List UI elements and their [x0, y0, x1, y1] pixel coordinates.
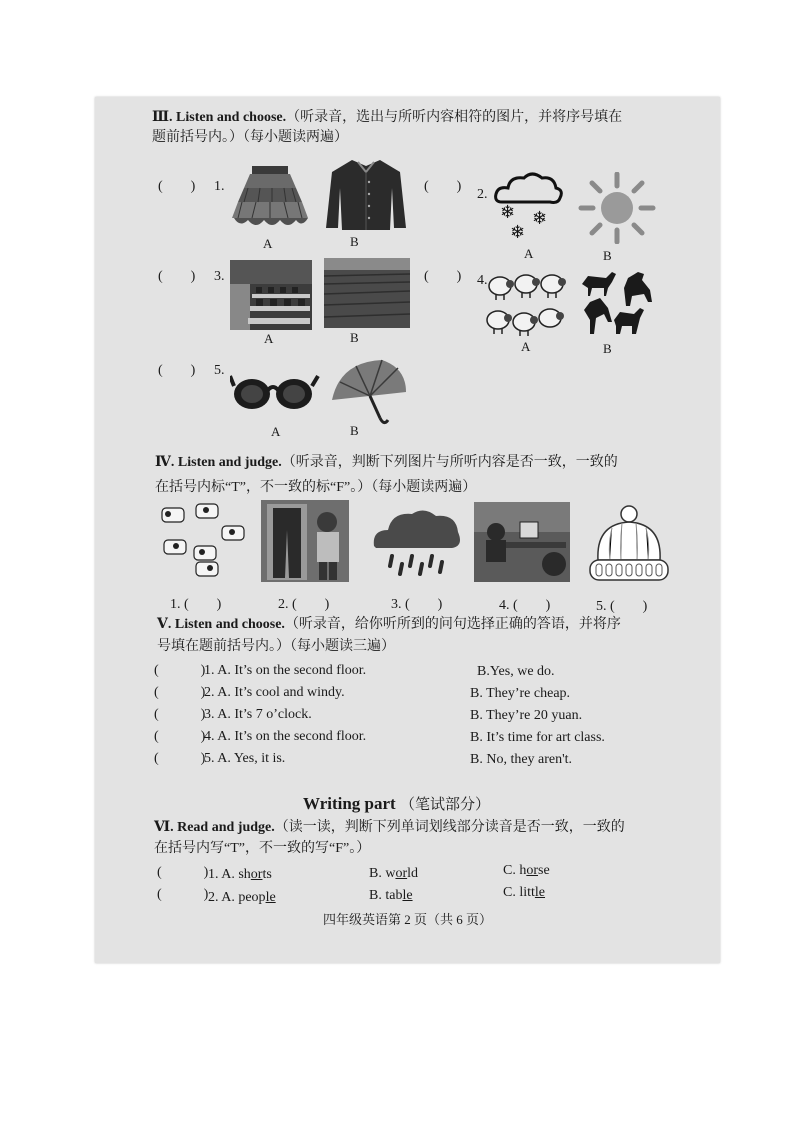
section3-instruction-2: 题前括号内。）（每小题读两遍）	[152, 130, 348, 145]
answer-paren[interactable]: ( )	[157, 887, 209, 902]
option-b-text: B.Yes, we do.	[477, 664, 555, 679]
option-b-text: B. They’re cheap.	[470, 686, 571, 701]
word-a: 2. A. people	[208, 890, 276, 905]
writing-part-title: Writing part	[303, 794, 396, 813]
cows-picture	[156, 500, 252, 580]
option-a-text: 4. A. It’s on the second floor.	[204, 729, 367, 744]
section6-instruction-1: （读一读，判断下列单词划线部分读音是否一致，一致的	[274, 820, 625, 835]
word-b: B. world	[369, 866, 419, 881]
snowy-cloud-picture	[492, 166, 564, 238]
answer-paren[interactable]: ( )	[154, 707, 206, 722]
answer-paren[interactable]: ( )	[158, 179, 196, 194]
section6-title: Ⅵ. Read and judge.	[154, 820, 275, 835]
option-a-label: A	[271, 424, 281, 439]
option-a-label: A	[263, 236, 273, 251]
option-b-label: B	[350, 330, 359, 345]
option-b-label: B	[350, 234, 359, 249]
option-a-label: A	[521, 339, 531, 354]
option-a-label: A	[264, 331, 274, 346]
rain-cloud-picture	[370, 506, 464, 580]
svg-text:❄: ❄	[500, 202, 516, 223]
skirt-picture	[230, 162, 310, 234]
word-c: C. horse	[503, 863, 550, 878]
answer-paren[interactable]: ( )	[158, 363, 196, 378]
judge-answer-5[interactable]: 5. ( )	[596, 599, 648, 614]
item-number: 1.	[214, 179, 225, 194]
option-a-text: 5. A. Yes, it is.	[204, 751, 286, 766]
section6-instruction-2: 在括号内写“T”，不一致的写“F”。）	[154, 841, 371, 856]
sun-picture	[578, 172, 656, 244]
item-number: 4.	[477, 273, 488, 288]
answer-paren[interactable]: ( )	[157, 865, 209, 880]
field-picture	[324, 258, 410, 328]
section6-heading	[154, 819, 625, 837]
svg-text:❄: ❄	[510, 222, 526, 238]
judge-answer-1[interactable]: 1. ( )	[170, 597, 222, 612]
section5-title: Ⅴ. Listen and choose.	[157, 617, 285, 632]
section5-heading	[157, 616, 621, 634]
word-c: C. little	[503, 885, 546, 900]
section3-title: Ⅲ. Listen and choose.	[152, 110, 287, 125]
wool-hat-picture	[586, 504, 672, 584]
word-b: B. table	[369, 888, 413, 903]
answer-paren[interactable]: ( )	[154, 685, 206, 700]
section3-instruction-1: （听录音，选出与所听内容相符的图片，并将序号填在	[286, 110, 623, 125]
writing-part-subtitle: （笔试部分）	[399, 797, 490, 813]
svg-text:❄: ❄	[532, 208, 548, 229]
computer-room-picture	[230, 260, 312, 330]
judge-answer-3[interactable]: 3. ( )	[391, 597, 443, 612]
umbrella-picture	[326, 356, 410, 426]
option-b-text: B. They’re 20 yuan.	[470, 708, 583, 723]
option-b-label: B	[603, 248, 612, 263]
trousers-picture	[261, 500, 349, 582]
sheep-picture	[486, 270, 572, 342]
section4-title: Ⅳ. Listen and judge.	[155, 455, 282, 470]
option-b-label: B	[350, 423, 359, 438]
computer-desk-picture	[474, 502, 570, 582]
answer-paren[interactable]: ( )	[154, 751, 206, 766]
item-number: 2.	[477, 187, 488, 202]
option-b-label: B	[603, 341, 612, 356]
answer-paren[interactable]: ( )	[424, 269, 462, 284]
option-b-text: B. It’s time for art class.	[470, 730, 605, 745]
answer-paren[interactable]: ( )	[154, 729, 206, 744]
horses-picture	[578, 268, 662, 344]
answer-paren[interactable]: ( )	[158, 269, 196, 284]
option-a-label: A	[524, 246, 534, 261]
shirt-picture	[324, 158, 408, 232]
option-b-text: B. No, they aren't.	[470, 752, 573, 767]
judge-answer-2[interactable]: 2. ( )	[278, 597, 330, 612]
section3-heading	[152, 109, 622, 127]
section4-instruction-1: （听录音，判断下列图片与所听内容是否一致，一致的	[281, 455, 618, 470]
item-number: 3.	[214, 269, 225, 284]
section5-instruction-1: （听录音，给你听所到的问句选择正确的答语，并将序	[284, 617, 621, 632]
answer-paren[interactable]: ( )	[424, 179, 462, 194]
section4-instruction-2: 在括号内标“T”，不一致的标“F”。）（每小题读两遍）	[155, 480, 477, 495]
option-a-text: 3. A. It’s 7 o’clock.	[204, 707, 312, 722]
page-footer: 四年级英语第 2 页（共 6 页）	[323, 912, 493, 927]
writing-part-heading	[303, 793, 490, 816]
section4-heading	[155, 454, 618, 472]
section5-instruction-2: 号填在题前括号内。）（每小题读三遍）	[157, 639, 395, 654]
item-number: 5.	[214, 363, 225, 378]
option-a-text: 2. A. It’s cool and windy.	[204, 685, 345, 700]
sunglasses-picture	[230, 368, 320, 414]
answer-paren[interactable]: ( )	[154, 663, 206, 678]
option-a-text: 1. A. It’s on the second floor.	[204, 663, 367, 678]
word-a: 1. A. shorts	[208, 867, 272, 882]
judge-answer-4[interactable]: 4. ( )	[499, 598, 551, 613]
